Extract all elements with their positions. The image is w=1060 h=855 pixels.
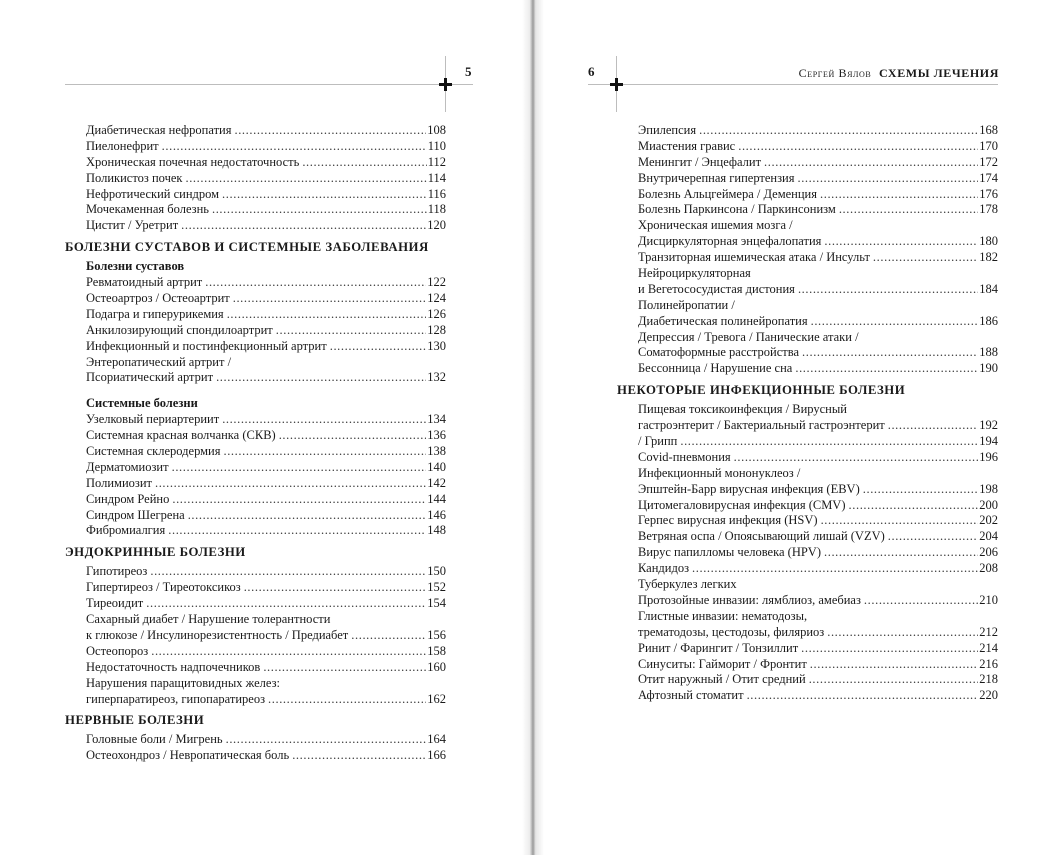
toc-page-number: 142 — [427, 475, 446, 490]
toc-entry-title: Соматоформные расстройства — [638, 345, 800, 360]
toc-entry-title: Дисциркуляторная энцефалопатия — [638, 234, 822, 249]
toc-page-number: 184 — [979, 281, 998, 296]
toc-page-number: 114 — [427, 170, 446, 185]
running-head-title: СХЕМЫ ЛЕЧЕНИЯ — [878, 66, 999, 80]
toc-entry-title: Гипотиреоз — [86, 564, 148, 579]
toc-entry-title: Менингит / Энцефалит — [638, 154, 762, 169]
toc-entry — [86, 748, 446, 764]
dot-leader — [292, 748, 426, 764]
toc-entry — [86, 492, 446, 508]
toc-entry-title: Эпштейн-Барр вирусная инфекция (EBV) — [638, 481, 860, 496]
toc-entry-title: Болезнь Паркинсона / Паркинсонизм — [638, 202, 836, 217]
toc-entry — [638, 202, 998, 218]
toc-entry-title: Болезнь Альцгеймера / Деменция — [638, 186, 817, 201]
section-heading: БОЛЕЗНИ СУСТАВОВ И СИСТЕМНЫЕ ЗАБОЛЕВАНИЯ — [65, 240, 429, 255]
dot-leader — [227, 307, 427, 323]
dot-leader — [795, 361, 978, 377]
toc-entry — [638, 418, 998, 434]
toc-page-number: 108 — [427, 123, 446, 137]
toc-entry-title: Внутричерепная гипертензия — [638, 170, 795, 185]
toc-page-number: 180 — [979, 234, 998, 249]
toc-page-number: 152 — [427, 580, 446, 595]
dot-leader — [330, 339, 427, 355]
toc-page-number: 126 — [427, 306, 446, 321]
toc-page-number: 200 — [979, 497, 998, 512]
toc-entry — [638, 482, 998, 498]
toc-page-number: 214 — [979, 640, 998, 655]
toc-entry-title: гастроэнтерит / Бактериальный гастроэнтерит — [638, 418, 885, 433]
dot-leader — [824, 545, 978, 561]
dot-leader — [233, 291, 427, 307]
toc-entry-title: Вирус папилломы человека (HPV) — [638, 545, 821, 560]
dot-leader — [268, 692, 426, 708]
toc-entry-title: Ревматоидный артрит — [86, 275, 203, 290]
toc-entry-title: Поликистоз почек — [86, 170, 183, 185]
dot-leader — [223, 444, 426, 460]
toc-entry-continued: Инфекционный мононуклеоз / — [638, 465, 801, 480]
toc-entry-title: Тиреоидит — [86, 596, 144, 611]
toc-page-number: 162 — [427, 691, 446, 706]
toc-entry-title: Анкилозирующий спондилоартрит — [86, 322, 273, 337]
toc-page-number: 164 — [427, 732, 446, 747]
toc-entry — [638, 545, 998, 561]
right-page — [532, 0, 1060, 855]
header-rule — [65, 84, 473, 85]
toc-entry — [638, 139, 998, 155]
toc-page-number: 220 — [979, 688, 998, 703]
toc-entry — [86, 732, 446, 748]
toc-page-number: 196 — [979, 449, 998, 464]
dot-leader — [150, 564, 426, 580]
dot-leader — [692, 561, 978, 577]
toc-page-number: 172 — [979, 154, 998, 169]
toc-entry — [86, 202, 446, 218]
toc-entry-title: Узелковый периартериит — [86, 412, 220, 427]
toc-entry — [638, 234, 998, 250]
toc-entry — [86, 155, 446, 171]
dot-leader — [146, 596, 426, 612]
dot-leader — [863, 482, 979, 498]
toc-page-number: 176 — [979, 186, 998, 201]
dot-leader — [827, 625, 978, 641]
toc-page-number: 192 — [979, 418, 998, 433]
toc-entry-title: Отит наружный / Отит средний — [638, 672, 806, 687]
toc-page-number: 112 — [427, 154, 446, 169]
dot-leader — [888, 418, 979, 434]
dot-leader — [172, 460, 427, 476]
toc-entry-title: Подагра и гиперурикемия — [86, 306, 224, 321]
crop-cross-icon — [610, 78, 623, 91]
toc-entry-title: Мочекаменная болезнь — [86, 202, 209, 217]
toc-page-number: 130 — [427, 338, 446, 353]
dot-leader — [244, 580, 427, 596]
toc-entry-title: к глюкозе / Инсулинорезистентность / Предиабет — [86, 627, 349, 642]
toc-entry — [638, 672, 998, 688]
toc-page-number: 206 — [979, 545, 998, 560]
dot-leader — [162, 139, 427, 155]
toc-page-number: 136 — [427, 428, 446, 443]
toc-entry — [638, 123, 998, 139]
toc-entry — [86, 139, 446, 155]
toc-page-number: 116 — [427, 186, 446, 201]
toc-entry-continued: Энтеропатический артрит / — [86, 354, 232, 369]
toc-entry-title: Гипертиреоз / Тиреотоксикоз — [86, 580, 241, 595]
toc-entry — [638, 625, 998, 641]
toc-entry-title: Системная красная волчанка (СКВ) — [86, 428, 276, 443]
toc-entry — [638, 641, 998, 657]
toc-page-number: 194 — [979, 434, 998, 449]
toc-page-number: 148 — [427, 523, 446, 538]
toc-page-number: 146 — [427, 507, 446, 522]
toc-entry-title: Цитомегаловирусная инфекция (CMV) — [638, 497, 846, 512]
section-heading: ЭНДОКРИННЫЕ БОЛЕЗНИ — [65, 545, 246, 560]
toc-page-number: 166 — [427, 748, 446, 763]
header-rule — [588, 84, 998, 85]
toc-entry — [86, 339, 446, 355]
running-head — [799, 66, 999, 81]
dot-leader — [797, 171, 978, 187]
toc-entry — [86, 596, 446, 612]
toc-entry-title: Хроническая почечная недостаточность — [86, 154, 300, 169]
toc-page-number: 212 — [979, 624, 998, 639]
toc-entry — [86, 444, 446, 460]
toc-entry — [86, 218, 446, 234]
toc-entry — [638, 529, 998, 545]
toc-entry-title: / Грипп — [638, 434, 678, 449]
toc-entry-title: Транзиторная ишемическая атака / Инсульт — [638, 250, 870, 265]
toc-entry — [86, 644, 446, 660]
toc-page-number: 216 — [979, 656, 998, 671]
toc-page-number: 122 — [427, 275, 446, 290]
toc-entry — [638, 345, 998, 361]
toc-entry — [86, 412, 446, 428]
dot-leader — [302, 155, 426, 171]
toc-entry-title: Синуситы: Гайморит / Фронтит — [638, 656, 807, 671]
toc-page-number: 182 — [979, 250, 998, 265]
page-number: 5 — [465, 64, 472, 79]
toc-entry-title: Нефротический синдром — [86, 186, 220, 201]
toc-entry-continued: Глистные инвазии: нематодозы, — [638, 608, 808, 623]
toc-page-number: 188 — [979, 345, 998, 360]
toc-entry — [86, 580, 446, 596]
toc-page-number: 120 — [427, 218, 446, 233]
toc-entry-title: Герпес вирусная инфекция (HSV) — [638, 513, 818, 528]
toc-entry-title: трематодозы, цестодозы, филяриоз — [638, 624, 825, 639]
toc-page-number: 110 — [427, 138, 446, 153]
toc-entry-continued: Туберкулез легких — [638, 577, 737, 592]
toc-entry — [86, 476, 446, 492]
toc-entry-continued: Депрессия / Тревога / Панические атаки / — [638, 329, 859, 344]
dot-leader — [849, 498, 979, 514]
table-of-contents — [617, 123, 998, 704]
toc-entry-title: Головные боли / Мигрень — [86, 732, 223, 747]
toc-entry — [86, 275, 446, 291]
toc-entry — [638, 314, 998, 330]
toc-entry — [638, 450, 998, 466]
toc-page-number: 204 — [979, 529, 998, 544]
crop-cross-icon — [439, 78, 452, 91]
dot-leader — [747, 688, 979, 704]
toc-page-number: 218 — [979, 672, 998, 687]
toc-entry-title: Псориатический артрит — [86, 370, 214, 385]
toc-page-number: 128 — [427, 322, 446, 337]
spacer — [65, 386, 446, 394]
dot-leader — [699, 123, 978, 139]
toc-page-number: 174 — [979, 170, 998, 185]
toc-entry — [86, 508, 446, 524]
table-of-contents — [65, 123, 446, 764]
toc-page-number: 168 — [979, 123, 998, 137]
toc-entry — [86, 660, 446, 676]
toc-entry-title: Бессонница / Нарушение сна — [638, 361, 793, 376]
toc-page-number: 118 — [427, 202, 446, 217]
toc-entry-title: Миастения гравис — [638, 138, 736, 153]
toc-entry — [86, 171, 446, 187]
dot-leader — [172, 492, 426, 508]
dot-leader — [864, 593, 978, 609]
toc-entry-continued: Нейроциркуляторная — [638, 266, 751, 281]
dot-leader — [809, 672, 979, 688]
toc-entry — [638, 155, 998, 171]
toc-entry-title: гиперпаратиреоз, гипопаратиреоз — [86, 691, 266, 706]
dot-leader — [801, 641, 978, 657]
page-number: 6 — [588, 64, 595, 79]
dot-leader — [810, 657, 978, 673]
toc-entry-title: Ринит / Фарингит / Тонзиллит — [638, 640, 799, 655]
section-heading: НЕРВНЫЕ БОЛЕЗНИ — [65, 713, 205, 728]
toc-page-number: 170 — [979, 138, 998, 153]
toc-entry-title: Диабетическая полинейропатия — [638, 313, 808, 328]
toc-entry-title: Фибромиалгия — [86, 523, 166, 538]
toc-entry-title: Инфекционный и постинфекционный артрит — [86, 338, 327, 353]
dot-leader — [205, 275, 426, 291]
toc-page-number: 124 — [427, 291, 446, 306]
toc-page-number: 156 — [427, 627, 446, 642]
toc-entry — [638, 561, 998, 577]
toc-entry-continued: Хроническая ишемия мозга / — [638, 218, 793, 233]
toc-entry — [638, 171, 998, 187]
toc-entry-title: Остеохондроз / Невропатическая боль — [86, 748, 290, 763]
dot-leader — [222, 412, 426, 428]
dot-leader — [839, 202, 978, 218]
toc-entry-title: Ветряная оспа / Опоясывающий лишай (VZV) — [638, 529, 885, 544]
book-gutter — [522, 0, 544, 855]
dot-leader — [680, 434, 978, 450]
toc-entry-title: Недостаточность надпочечников — [86, 659, 261, 674]
toc-entry-title: Остеоартроз / Остеоартрит — [86, 291, 230, 306]
toc-entry — [86, 323, 446, 339]
toc-entry-title: Эпилепсия — [638, 123, 697, 137]
toc-entry — [638, 361, 998, 377]
toc-entry-title: Диабетическая нефропатия — [86, 123, 232, 137]
toc-entry-title: Протозойные инвазии: лямблиоз, амебиаз — [638, 592, 861, 607]
toc-page-number: 144 — [427, 491, 446, 506]
dot-leader — [181, 218, 426, 234]
dot-leader — [734, 450, 979, 466]
toc-page-number: 132 — [427, 370, 446, 385]
dot-leader — [151, 644, 426, 660]
dot-leader — [873, 250, 978, 266]
dot-leader — [351, 628, 426, 644]
toc-entry — [86, 291, 446, 307]
section-heading: НЕКОТОРЫЕ ИНФЕКЦИОННЫЕ БОЛЕЗНИ — [617, 383, 906, 398]
toc-entry — [86, 307, 446, 323]
toc-entry — [638, 187, 998, 203]
dot-leader — [802, 345, 978, 361]
toc-entry — [638, 593, 998, 609]
toc-entry — [86, 692, 446, 708]
toc-entry — [638, 498, 998, 514]
dot-leader — [820, 187, 978, 203]
toc-entry — [638, 688, 998, 704]
toc-entry — [638, 282, 998, 298]
toc-entry — [86, 460, 446, 476]
dot-leader — [738, 139, 978, 155]
dot-leader — [188, 508, 427, 524]
toc-entry-title: Остеопороз — [86, 643, 149, 658]
dot-leader — [811, 314, 979, 330]
toc-entry — [86, 428, 446, 444]
toc-entry — [86, 123, 446, 139]
dot-leader — [276, 323, 426, 339]
dot-leader — [279, 428, 427, 444]
toc-entry — [638, 434, 998, 450]
dot-leader — [888, 529, 978, 545]
toc-page-number: 150 — [427, 564, 446, 579]
toc-entry — [86, 187, 446, 203]
toc-entry — [86, 628, 446, 644]
toc-entry-title: Системная склеродермия — [86, 444, 221, 459]
toc-entry-title: Дерматомиозит — [86, 459, 169, 474]
toc-entry — [86, 370, 446, 386]
toc-entry-continued: Сахарный диабет / Нарушение толерантности — [86, 612, 331, 627]
toc-entry-continued: Полинейропатии / — [638, 297, 735, 312]
toc-page-number: 160 — [427, 659, 446, 674]
toc-page-number: 140 — [427, 459, 446, 474]
subsection-heading: Болезни суставов — [86, 259, 185, 274]
dot-leader — [824, 234, 978, 250]
toc-page-number: 178 — [979, 202, 998, 217]
toc-page-number: 134 — [427, 412, 446, 427]
toc-page-number: 190 — [979, 361, 998, 376]
toc-entry — [638, 657, 998, 673]
dot-leader — [222, 187, 427, 203]
toc-page-number: 186 — [979, 313, 998, 328]
toc-entry — [86, 523, 446, 539]
toc-entry-continued: Нарушения паращитовидных желез: — [86, 675, 281, 690]
running-head-author: Сергей Вялов — [798, 66, 872, 80]
toc-page-number: 208 — [979, 561, 998, 576]
dot-leader — [821, 513, 979, 529]
toc-page-number: 210 — [979, 592, 998, 607]
toc-entry-title: Кандидоз — [638, 561, 690, 576]
dot-leader — [798, 282, 978, 298]
dot-leader — [216, 370, 426, 386]
toc-entry-title: Афтозный стоматит — [638, 688, 744, 703]
toc-page-number: 138 — [427, 444, 446, 459]
toc-entry-title: Синдром Рейно — [86, 491, 170, 506]
dot-leader — [155, 476, 426, 492]
dot-leader — [263, 660, 426, 676]
toc-entry-title: и Вегетососудистая дистония — [638, 281, 795, 296]
toc-entry-title: Полимиозит — [86, 475, 152, 490]
toc-entry — [638, 513, 998, 529]
toc-entry — [86, 564, 446, 580]
dot-leader — [212, 202, 427, 218]
toc-page-number: 158 — [427, 643, 446, 658]
toc-page-number: 198 — [979, 481, 998, 496]
toc-entry — [638, 250, 998, 266]
dot-leader — [234, 123, 426, 139]
toc-entry-title: Цистит / Уретрит — [86, 218, 179, 233]
toc-entry-title: Covid-пневмония — [638, 449, 731, 464]
toc-page-number: 202 — [979, 513, 998, 528]
toc-entry-title: Пиелонефрит — [86, 138, 159, 153]
dot-leader — [168, 523, 426, 539]
dot-leader — [764, 155, 978, 171]
toc-entry-title: Синдром Шегрена — [86, 507, 185, 522]
subsection-heading: Системные болезни — [86, 396, 198, 411]
dot-leader — [185, 171, 426, 187]
dot-leader — [226, 732, 427, 748]
toc-entry-continued: Пищевая токсикоинфекция / Вирусный — [638, 402, 847, 417]
toc-page-number: 154 — [427, 596, 446, 611]
